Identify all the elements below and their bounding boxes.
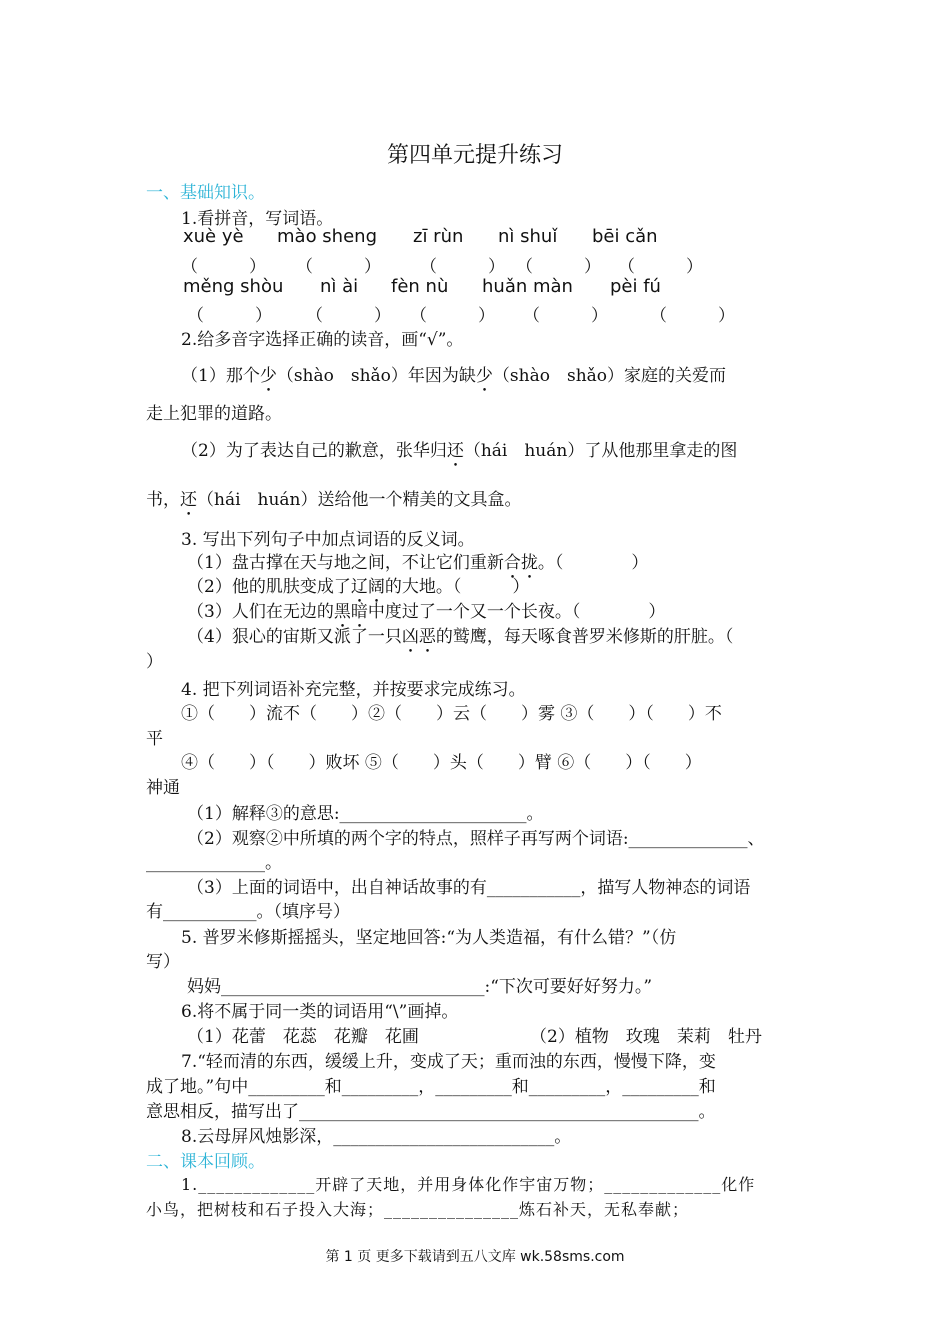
q5-answer-line: 妈妈_______________________________:“下次可要好好努力。” <box>187 977 653 997</box>
q4-words-2: ④（ ）（ ）败坏 ⑤（ ）头（ ）臂 ⑥（ ）（ ） <box>181 753 702 773</box>
q4-sub-3-cont: 有___________。（填序号） <box>146 902 350 922</box>
q8-line: 8.云母屏风烛影深，__________________________。 <box>181 1127 572 1147</box>
q2-prompt: 2.给多音字选择正确的读音，画“√”。 <box>181 330 464 350</box>
q5-prompt: 5. 普罗米修斯摇摇头，坚定地回答:“为人类造福，有什么错？”（仿 <box>181 928 677 948</box>
q4-sub-2-cont: ______________。 <box>146 853 282 873</box>
q3-sentence-3: （3）人们在无边的黑暗中度过了一个又一个长夜。（ ） <box>187 602 666 622</box>
review-line-1: 1._____________开辟了天地，并用身体化作宇宙万物；_____________化作 <box>181 1175 756 1194</box>
review-line-2: 小鸟，把树枝和石子投入大海；_______________炼石补天，无私奉献； <box>146 1200 690 1219</box>
pinyin-item: bēi cǎn <box>592 226 658 247</box>
pinyin-item: nì ài <box>320 276 359 297</box>
section-heading-basics: 一、基础知识。 <box>146 183 265 203</box>
q3-prompt: 3. 写出下列句子中加点词语的反义词。 <box>181 530 475 550</box>
q2-line-2: 走上犯罪的道路。 <box>146 404 282 424</box>
pinyin-item: huǎn màn <box>482 276 573 297</box>
answer-paren[interactable]: （ ） <box>296 257 381 277</box>
page-footer: 第 1 页 更多下载请到五八文库 wk.58sms.com <box>325 1249 625 1265</box>
q6-group-1: （1）花蕾 花蕊 花瓣 花圃 <box>187 1027 419 1047</box>
q7-line-2: 成了地。”句中_________和_________，_________和_________，_________和 <box>146 1077 716 1097</box>
q2-line-4: 书，还（hái huán）送给他一个精美的文具盒。 <box>146 490 522 510</box>
answer-paren[interactable]: （ ） <box>523 306 608 326</box>
pinyin-item: fèn nù <box>391 276 449 297</box>
pinyin-item: zī rùn <box>413 226 464 247</box>
answer-paren[interactable]: （ ） <box>181 257 266 277</box>
q1-prompt: 1.看拼音，写词语。 <box>181 209 334 229</box>
q5-prompt-cont: 写） <box>146 952 180 972</box>
q3-sentence-2: （2）他的肌肤变成了辽阔的大地。（ ） <box>187 577 530 597</box>
q6-prompt: 6.将不属于同一类的词语用“\”画掉。 <box>181 1002 459 1022</box>
q3-sentence-4: （4）狠心的宙斯又派了一只凶恶的鹫鹰，每天啄食普罗米修斯的肝脏。（ <box>187 627 734 647</box>
q3-sentence-1: （1）盘古撑在天与地之间，不让它们重新合拢。（ ） <box>187 553 649 573</box>
q2-line-3: （2）为了表达自己的歉意，张华归还（hái huán）了从他那里拿走的图 <box>181 441 738 461</box>
q3-sentence-4-end: ） <box>146 652 163 672</box>
pinyin-item: xuè yè <box>183 226 244 247</box>
answer-paren[interactable]: （ ） <box>618 257 703 277</box>
q2-line-1: （1）那个少（shào shǎo）年因为缺少（shào shǎo）家庭的关爱而 <box>181 366 727 386</box>
q4-sub-1: （1）解释③的意思:______________________。 <box>187 804 544 824</box>
page-title: 第四单元提升练习 <box>386 143 563 168</box>
q4-words-2-end: 神通 <box>146 778 180 798</box>
q4-prompt: 4. 把下列词语补充完整，并按要求完成练习。 <box>181 680 526 700</box>
q7-line-1: 7.“轻而清的东西，缓缓上升，变成了天；重而浊的东西，慢慢下降，变 <box>181 1052 716 1072</box>
pinyin-item: nì shuǐ <box>498 226 558 247</box>
pinyin-item: pèi fú <box>610 276 661 297</box>
answer-paren[interactable]: （ ） <box>410 306 495 326</box>
answer-paren[interactable]: （ ） <box>516 257 601 277</box>
q7-line-3: 意思相反，描写出了_______________________________________________。 <box>146 1102 716 1122</box>
section-heading-review: 二、课本回顾。 <box>146 1152 265 1172</box>
q4-words-1: ①（ ）流不（ ）②（ ）云（ ）雾 ③（ ）（ ）不 <box>181 704 722 724</box>
answer-paren[interactable]: （ ） <box>187 306 272 326</box>
answer-paren[interactable]: （ ） <box>306 306 391 326</box>
q6-group-2: （2）植物 玫瑰 茉莉 牡丹 <box>530 1027 762 1047</box>
pinyin-item: měng shòu <box>183 276 284 297</box>
pinyin-item: mào sheng <box>277 226 377 247</box>
q4-sub-2: （2）观察②中所填的两个字的特点，照样子再写两个词语:______________、 <box>187 829 765 849</box>
answer-paren[interactable]: （ ） <box>650 306 735 326</box>
q4-sub-3: （3）上面的词语中，出自神话故事的有___________，描写人物神态的词语 <box>187 878 751 898</box>
answer-paren[interactable]: （ ） <box>420 257 505 277</box>
q4-words-1-end: 平 <box>146 729 163 749</box>
